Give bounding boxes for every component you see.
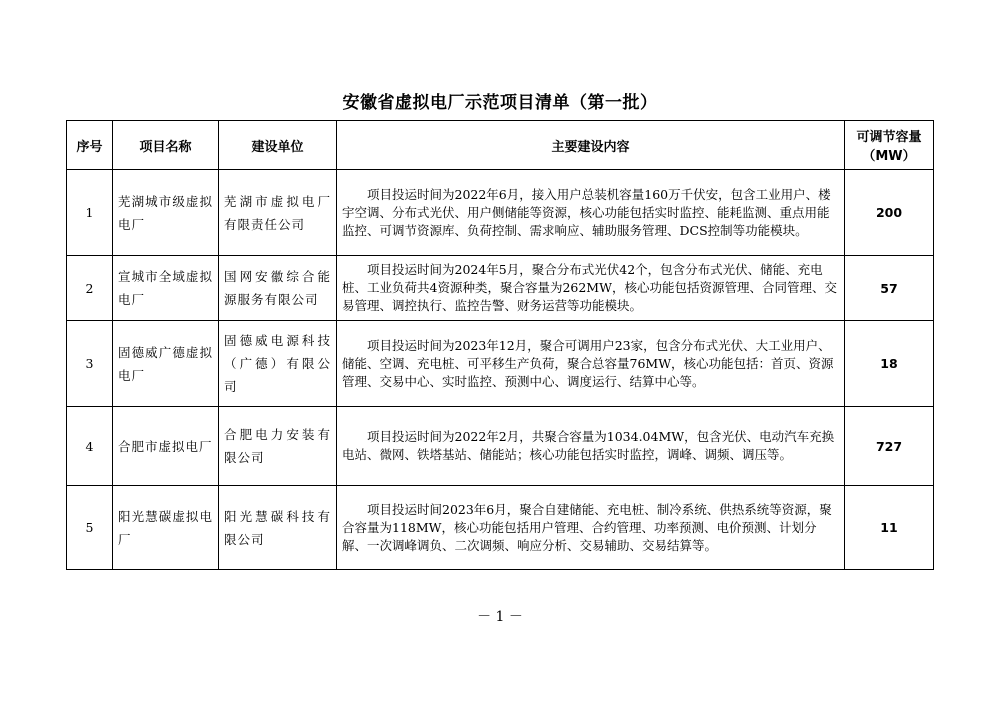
header-construction-unit: 建设单位 [219, 121, 337, 170]
table-row [67, 407, 934, 486]
table-row [67, 486, 934, 570]
row-construction-unit: 国网安徽综合能源服务有限公司 [219, 256, 337, 321]
document-title: 安徽省虚拟电厂示范项目清单（第一批） [342, 93, 658, 113]
project-table [66, 120, 934, 570]
row-project-name: 芜湖城市级虚拟电厂 [113, 170, 219, 256]
row-project-name: 宣城市全域虚拟电厂 [113, 256, 219, 321]
row-capacity: 11 [845, 486, 934, 570]
row-project-name: 阳光慧碳虚拟电厂 [113, 486, 219, 570]
row-construction-unit: 芜湖市虚拟电厂有限责任公司 [219, 170, 337, 256]
row-serial: 2 [67, 256, 113, 321]
row-capacity: 57 [845, 256, 934, 321]
table-row [67, 256, 934, 321]
row-capacity: 18 [845, 321, 934, 407]
row-construction-unit: 合肥电力安装有限公司 [219, 407, 337, 486]
table-row [67, 321, 934, 407]
row-serial: 1 [67, 170, 113, 256]
row-construction-unit: 阳光慧碳科技有限公司 [219, 486, 337, 570]
header-main-content: 主要建设内容 [337, 121, 845, 170]
row-serial: 3 [67, 321, 113, 407]
header-serial: 序号 [67, 121, 113, 170]
table-row [67, 170, 934, 256]
header-project-name: 项目名称 [113, 121, 219, 170]
row-main-content: 项目投运时间为2024年5月，聚合分布式光伏42个，包含分布式光伏、储能、充电桩、工业负荷共4资源种类，聚合容量为262MW，核心功能包括资源管理、合同管理、交易管理、调控执行、监控告警、财务运营等功能模块。 [337, 256, 845, 321]
row-serial: 4 [67, 407, 113, 486]
row-project-name: 合肥市虚拟电厂 [113, 407, 219, 486]
header-capacity: 可调节容量（MW） [845, 121, 934, 170]
row-main-content: 项目投运时间为2022年2月，共聚合容量为1034.04MW，包含光伏、电动汽车充换电站、微网、铁塔基站、储能站；核心功能包括实时监控，调峰、调频、调压等。 [337, 407, 845, 486]
row-serial: 5 [67, 486, 113, 570]
row-capacity: 200 [845, 170, 934, 256]
row-construction-unit: 固德威电源科技（广德）有限公司 [219, 321, 337, 407]
row-main-content: 项目投运时间为2023年12月，聚合可调用户23家，包含分布式光伏、大工业用户、储能、空调、充电桩、可平移生产负荷，聚合总容量76MW，核心功能包括：首页、资源管理、交易中心、实时监控、预测中心、调度运行、结算中心等。 [337, 321, 845, 407]
row-main-content: 项目投运时间2023年6月，聚合自建储能、充电桩、制冷系统、供热系统等资源，聚合容量为118MW，核心功能包括用户管理、合约管理、功率预测、电价预测、计划分解、一次调峰调负、二次调频、响应分析、交易辅助、交易结算等。 [337, 486, 845, 570]
row-project-name: 固德威广德虚拟电厂 [113, 321, 219, 407]
page-number: － 1 － [477, 609, 523, 625]
table-header-row [67, 121, 934, 170]
row-capacity: 727 [845, 407, 934, 486]
row-main-content: 项目投运时间为2022年6月，接入用户总装机容量160万千伏安，包含工业用户、楼宇空调、分布式光伏、用户侧储能等资源，核心功能包括实时监控、能耗监测、重点用能监控、可调节资源库、负荷控制、需求响应、辅助服务管理、DCS控制等功能模块。 [337, 170, 845, 256]
